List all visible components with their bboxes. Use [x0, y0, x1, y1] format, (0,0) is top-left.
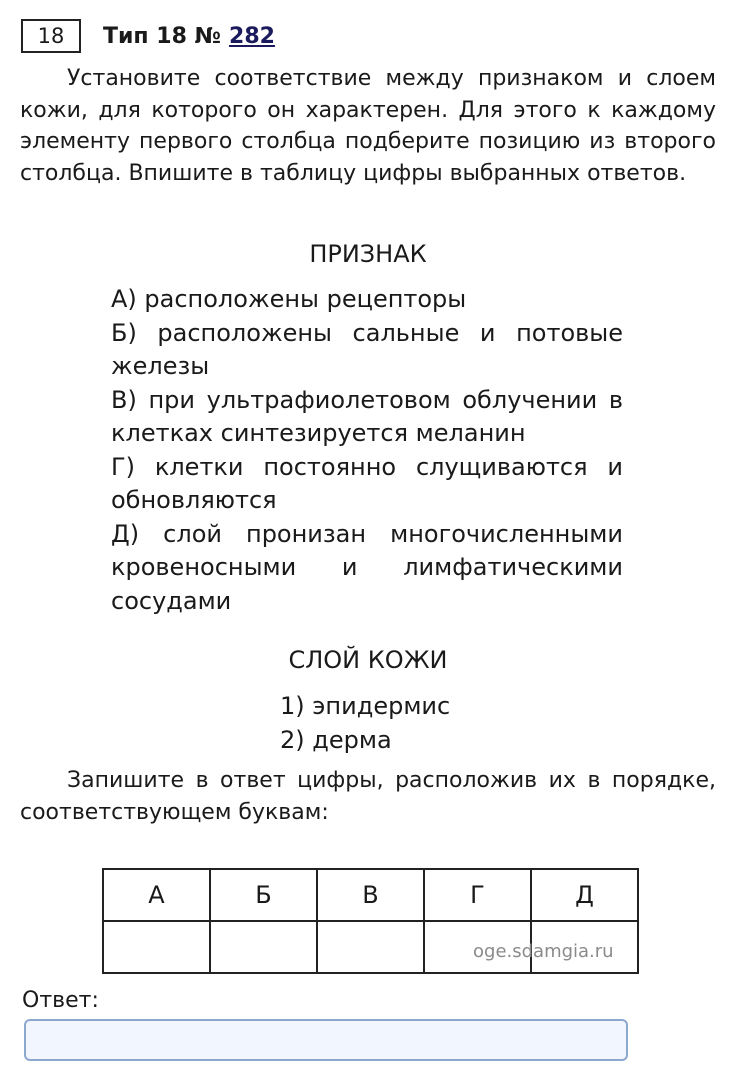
table-cell-v [317, 921, 424, 973]
feature-item-b: Б) расположены сальные и потовые железы [111, 318, 623, 380]
feature-item-v: В) при ультрафиолетовом облучении в клетках синтезируется меланин [111, 385, 623, 447]
table-cell-a [103, 921, 210, 973]
features-list [111, 283, 623, 618]
table-header-v: В [317, 869, 424, 921]
answer-label: Ответ: [22, 988, 99, 1013]
layers-list [280, 689, 450, 757]
task-statement: Установите соответствие между признаком и слоем кожи, для которого он характерен. Для этого к каждому элементу первого столбца подберите позицию из второго столбца. Впишите в таблицу цифры выбранных ответов. [20, 66, 716, 186]
task-number-box: 18 [21, 19, 81, 53]
task-id-link[interactable]: 282 [229, 23, 275, 49]
answer-input[interactable] [24, 1019, 628, 1061]
table-cell-b [210, 921, 317, 973]
task-type-label: Тип 18 № [103, 23, 222, 49]
answer-table-header-row [103, 869, 638, 921]
feature-item-d: Д) слой пронизан многочисленными кровеносными и лимфатическими сосудами [111, 519, 623, 615]
table-header-g: Г [424, 869, 531, 921]
table-header-d: Д [531, 869, 638, 921]
layers-heading: СЛОЙ КОЖИ [288, 646, 448, 674]
feature-item-g: Г) клетки постоянно слущиваются и обновляются [111, 452, 623, 514]
layer-item-1: 1) эпидермис [280, 692, 451, 720]
feature-item-a: А) расположены рецепторы [111, 285, 467, 313]
task-header [21, 16, 275, 56]
features-heading: ПРИЗНАК [309, 240, 427, 268]
layer-item-2: 2) дерма [280, 726, 392, 754]
site-watermark: oge.sdamgia.ru [473, 941, 614, 962]
table-header-b: Б [210, 869, 317, 921]
instruction-text: Запишите в ответ цифры, расположив их в порядке, соответствующем буквам: [20, 768, 716, 825]
table-header-a: А [103, 869, 210, 921]
